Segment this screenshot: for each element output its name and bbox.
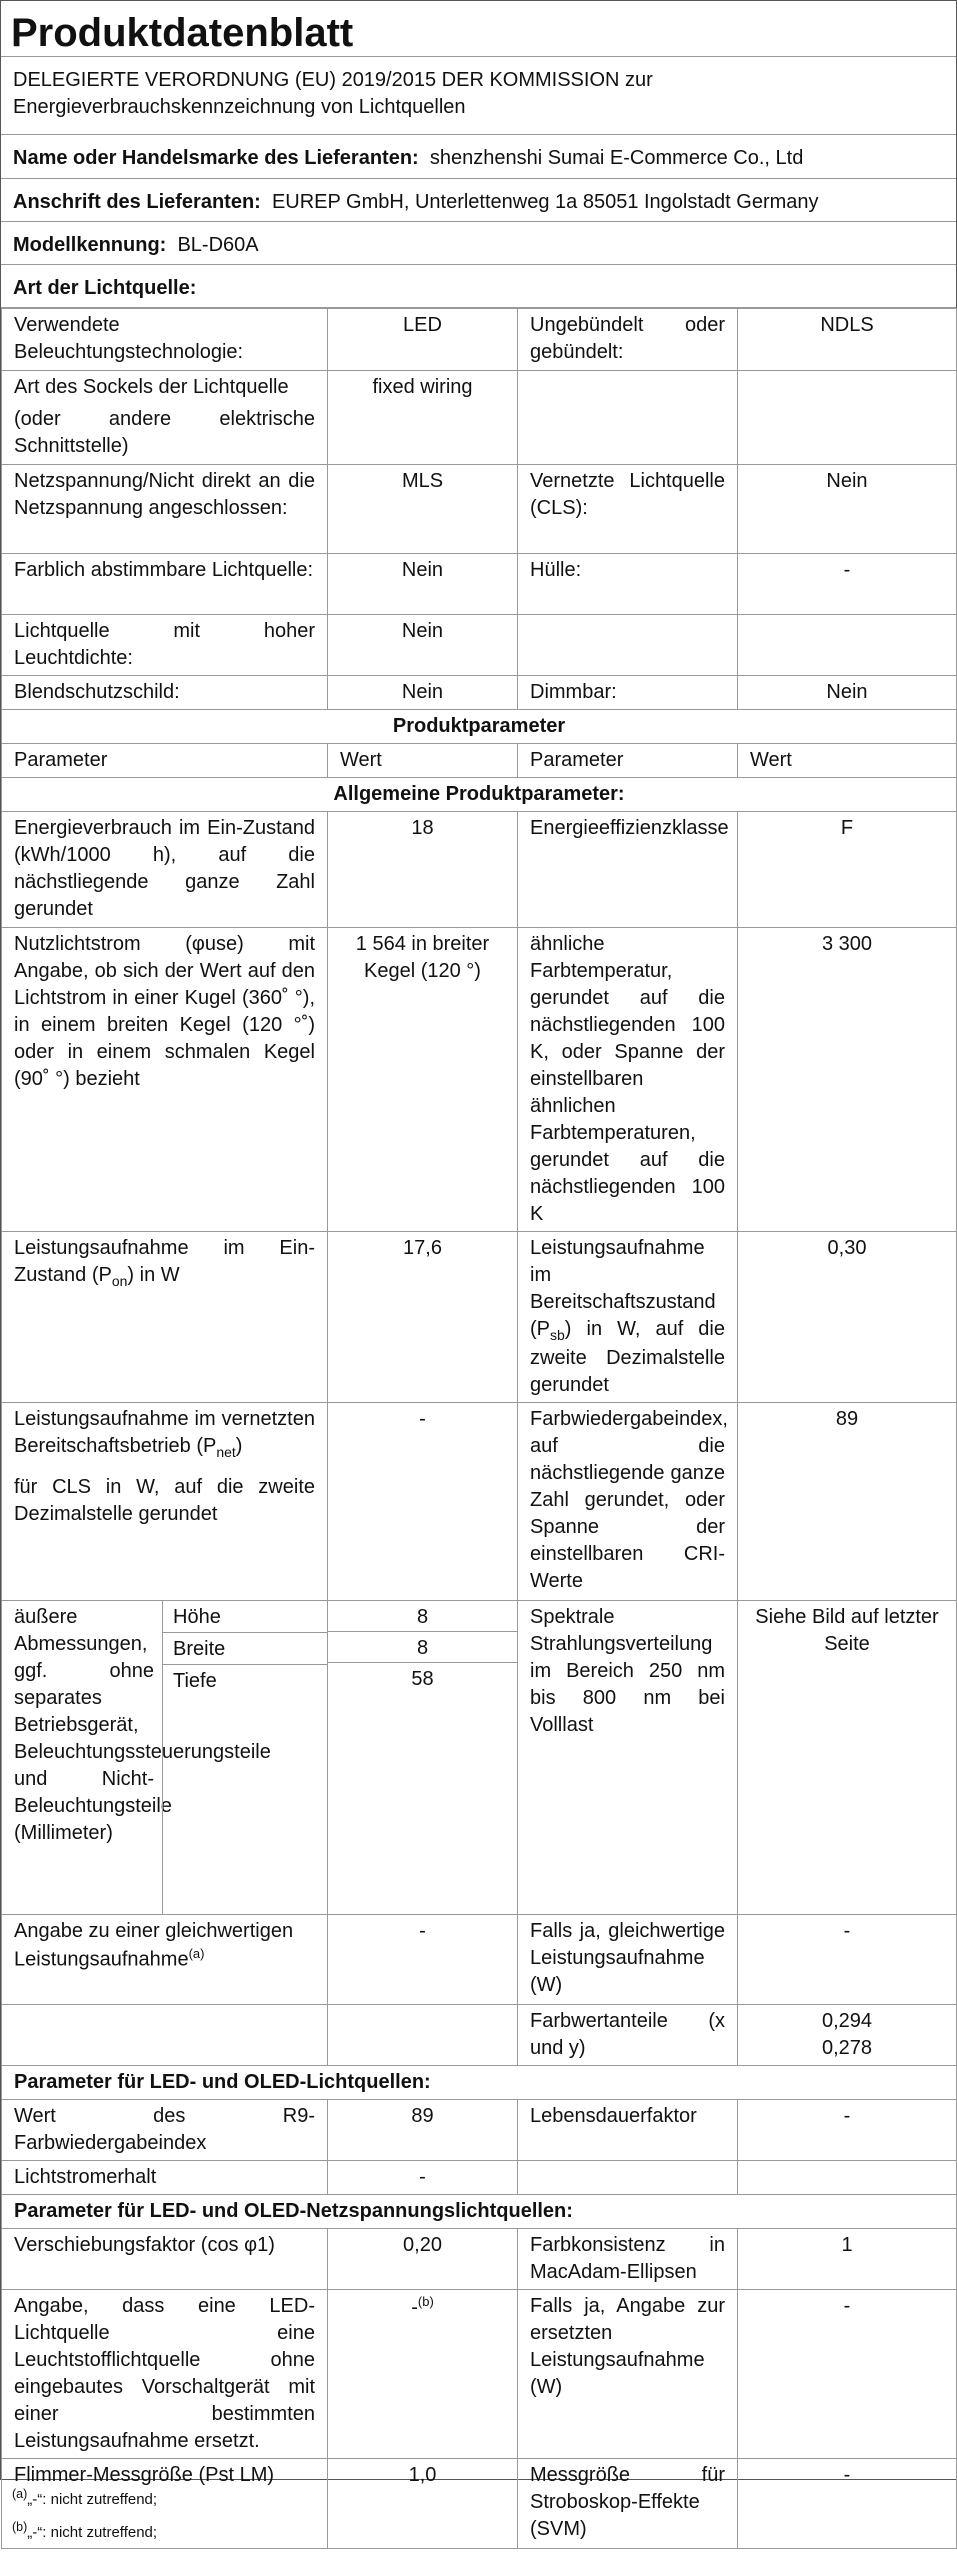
address-value: EUREP GmbH, Unterlettenweg 1a 85051 Ingolstadt Germany <box>271 191 819 213</box>
section-header-row <box>2 2194 957 2228</box>
light-type-header: Art der Lichtquelle: <box>1 265 956 308</box>
led-params-header: Parameter für LED- und OLED-Lichtquellen: <box>2 2065 957 2099</box>
address-row <box>1 179 956 222</box>
address-label: Anschrift des Lieferanten: <box>13 191 261 213</box>
table-row: Lichtquelle mit hoher Leuchtdichte: Nein <box>2 615 957 676</box>
depth-value: 58 <box>411 1667 434 1690</box>
table-row: Blendschutzschild: Nein Dimmbar: Nein <box>2 676 957 710</box>
supplier-label: Name oder Handelsmarke des Lieferanten: <box>13 147 419 169</box>
table-row: Netzspannung/Nicht direkt an die Netzspannung angeschlossen: MLS Vernetzte Lichtquelle (CLS): Nein <box>2 465 957 554</box>
width-value: 8 <box>328 1632 517 1663</box>
table-row: Art des Sockels der Lichtquelle (oder andere elektrische Schnittstelle) fixed wiring <box>2 371 957 465</box>
section-header-row <box>2 2065 957 2099</box>
column-header-row: Parameter Wert Parameter Wert <box>2 744 957 778</box>
supplier-value: shenzhenshi Sumai E-Commerce Co., Ltd <box>429 147 804 169</box>
height-value: 8 <box>328 1601 517 1632</box>
table-row: Nutzlichtstrom (φuse) mit Angabe, ob sich der Wert auf den Lichtstrom in einer Kugel (360˚ °), in einem breiten Kegel (120 °˚) oder in einem schmalen Kegel (90˚ °) bezieht 1 564 in breiter Kegel (120 °) ähnliche Farbtemperatur, gerundet auf die nächstliegenden 100 K, oder Spanne der einstellbaren ähnlichen Farbtemperaturen, gerundet auf die nächstliegenden 100 K 3 300 <box>2 928 957 1232</box>
dimension-height: Höhe <box>163 1601 327 1633</box>
table-row: Leistungsaufnahme im Ein-Zustand $(P_{on})$ in W 17,6 Leistungsaufnahme im Bereitschaftszustand $(P_{sb})$ in W, auf die zweite Dezimalstelle gerundet 0,30 <box>2 1232 957 1403</box>
dimensions-row: äußere Abmessungen, ggf. ohne separates Betriebsgerät, Beleuchtungssteuerungsteile und Nicht-Beleuchtungsteile (Millimeter) Höhe Breite Tiefe 8 8 58 Spektrale Strahlungsverteilung im Bereich 250 nm bis 800 nm bei Volllast Siehe Bild auf letzter Seite <box>2 1600 957 1914</box>
table-row: Flimmer-Messgröße (Pst LM) 1,0 Messgröße für Stroboskop-Effekte (SVM) - <box>2 2458 957 2548</box>
general-params-header: Allgemeine Produktparameter: <box>2 778 957 812</box>
dimensions-label: äußere Abmessungen, ggf. ohne separates Betriebsgerät, Beleuchtungssteuerungsteile und Nicht-Beleuchtungsteile (Millimeter) <box>14 1605 271 1844</box>
dimensions-list <box>162 1601 327 1914</box>
table-row: Verwendete Beleuchtungstechnologie: LED Ungebündelt oder gebündelt: NDLS <box>2 309 957 371</box>
regulation-subtitle: DELEGIERTE VERORDNUNG (EU) 2019/2015 DER KOMMISSION zur Energieverbrauchskennzeichnung von Lichtquellen <box>1 57 956 135</box>
section-header-row <box>2 778 957 812</box>
mls-params-header: Parameter für LED- und OLED-Netzspannungslichtquellen: <box>2 2194 957 2228</box>
model-row <box>1 222 956 265</box>
footnote-a: $^{(a)}$„-“: nicht zutreffend; <box>12 2487 158 2508</box>
table-row: Verschiebungsfaktor (cos φ1) 0,20 Farbkonsistenz in MacAdam-Ellipsen 1 <box>2 2228 957 2289</box>
model-label: Modellkennung: <box>13 234 167 256</box>
dimension-depth: Tiefe <box>173 1669 217 1692</box>
table-row: Farblich abstimmbare Lichtquelle: Nein Hülle: - <box>2 554 957 615</box>
footnote-b: $^{(b)}$„-“: nicht zutreffend; <box>12 2520 158 2541</box>
dimension-width: Breite <box>163 1633 327 1665</box>
section-header-row <box>2 710 957 744</box>
product-params-header: Produktparameter <box>2 710 957 744</box>
table-row: Angabe, dass eine LED-Lichtquelle eine Leuchtstofflichtquelle ohne eingebautes Vorschaltgerät mit einer bestimmten Leistungsaufnahme ersetzt. -$^{(b)}$ Falls ja, Angabe zur ersetzten Leistungsaufnahme (W) - <box>2 2289 957 2458</box>
supplier-row <box>1 135 956 179</box>
table-row: Leistungsaufnahme im vernetzten Bereitschaftsbetrieb $(P_{net})$ für CLS in W, auf die zweite Dezimalstelle gerundet - Farbwiedergabeindex, auf die nächstliegende ganze Zahl gerundet, oder Spanne der einstellbaren CRI-Werte 89 <box>2 1402 957 1600</box>
page-title: Produktdatenblatt <box>1 1 956 57</box>
table-row: Farbwertanteile (x und y) 0,294 0,278 <box>2 2004 957 2065</box>
parameter-table <box>1 308 957 2549</box>
table-row: Energieverbrauch im Ein-Zustand (kWh/1000 h), auf die nächstliegende ganze Zahl gerundet 18 Energieeffizienzklasse F <box>2 812 957 928</box>
table-row: Lichtstromerhalt - <box>2 2160 957 2194</box>
table-row: Angabe zu einer gleichwertigen Leistungsaufnahme$^{(a)}$ - Falls ja, gleichwertige Leistungsaufnahme (W) - <box>2 1914 957 2004</box>
table-row: Wert des R9-Farbwiedergabeindex 89 Lebensdauerfaktor - <box>2 2099 957 2160</box>
model-value: BL-D60A <box>177 234 259 256</box>
